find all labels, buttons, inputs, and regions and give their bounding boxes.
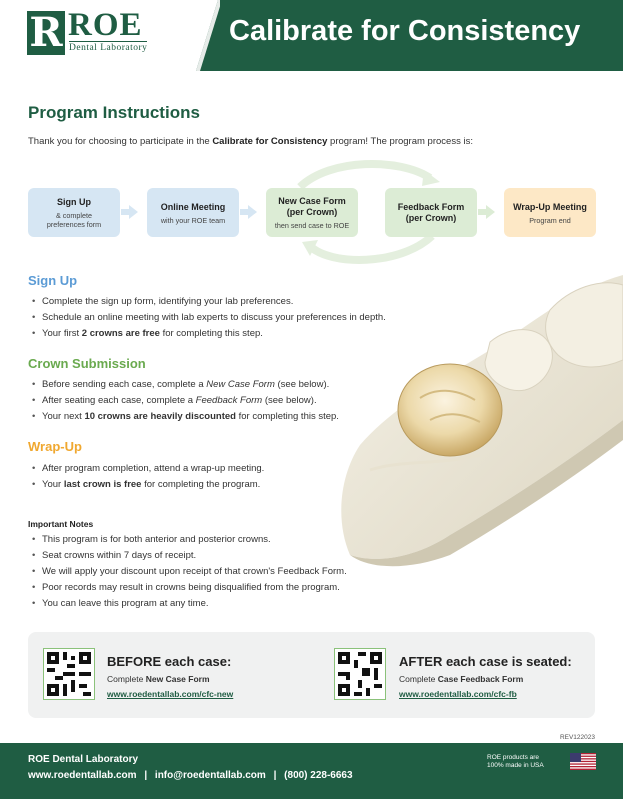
list-item: • Complete the sign up form, identifying your lab preferences. — [32, 295, 386, 311]
bullet-text: for completing this step. — [159, 328, 263, 339]
footer-separator: | — [273, 770, 277, 781]
flow-arrow-stem — [478, 209, 486, 215]
list-item: • You can leave this program at any time. — [32, 597, 347, 613]
intro-text-pre: Thank you for choosing to participate in the — [28, 136, 213, 147]
bullet-text: for completing the program. — [141, 479, 261, 490]
page-title: Calibrate for Consistency — [229, 15, 581, 47]
bullet-text: Your — [42, 479, 64, 490]
intro-text-post: program! The program process is: — [327, 136, 473, 147]
flow-arrow-stem — [121, 209, 129, 215]
bullet-text: (see below). — [262, 395, 317, 406]
crown-submission-list — [32, 378, 339, 426]
footer-separator: | — [144, 770, 148, 781]
flow-arrow-icon — [129, 205, 138, 219]
list-item — [32, 378, 339, 394]
footer-email-link[interactable]: info@roedentallab.com — [154, 770, 266, 781]
wrap-up-list — [32, 462, 264, 494]
intro-program-name: Calibrate for Consistency — [212, 136, 328, 147]
flow-step-online-meeting — [147, 188, 239, 237]
flow-step-wrap-up — [504, 188, 596, 237]
list-item — [32, 478, 264, 494]
list-item: • Poor records may result in crowns being disqualified from the program. — [32, 581, 347, 597]
bullet-emphasis: New Case Form — [206, 379, 275, 390]
list-item — [32, 327, 386, 343]
bullet-bold: last crown is free — [63, 479, 142, 490]
revision-code: REV122023 — [559, 734, 595, 741]
list-item — [32, 394, 339, 410]
bullet-emphasis: Feedback Form — [195, 395, 263, 406]
bullet-text: (see below). — [274, 379, 330, 390]
flow-step-feedback-form — [385, 188, 477, 237]
flow-step-title: New Case Form (per Crown) — [278, 196, 346, 217]
bullet-text: for completing this step. — [235, 411, 339, 422]
list-item: • Schedule an online meeting with lab experts to discuss your preferences in depth. — [32, 311, 386, 327]
flow-step-title: Wrap-Up Meeting — [513, 202, 587, 212]
flow-arrow-icon — [486, 205, 495, 219]
list-item: • This program is for both anterior and posterior crowns. — [32, 533, 347, 549]
bullet-text: Your next — [42, 411, 85, 422]
form-name: Case Feedback Form — [437, 674, 524, 684]
flow-step-title: Sign Up — [57, 197, 91, 207]
footer-contact — [28, 770, 353, 781]
important-notes-list — [32, 533, 347, 613]
logo-subtitle: Dental Laboratory — [69, 43, 148, 53]
bullet-text: Before sending each case, complete a — [42, 379, 207, 390]
form-name: New Case Form — [145, 674, 210, 684]
program-heading: Program Instructions — [28, 103, 200, 122]
flow-step-new-case-form — [266, 188, 358, 237]
before-case-instruction — [107, 674, 210, 684]
list-item — [32, 410, 339, 426]
wrap-up-heading: Wrap-Up — [28, 439, 82, 454]
important-notes-heading: Important Notes — [28, 519, 94, 529]
flow-step-title: Feedback Form (per Crown) — [397, 202, 465, 223]
crown-submission-heading: Crown Submission — [28, 356, 146, 371]
bullet-bold: 10 crowns are heavily discounted — [84, 411, 236, 422]
feedback-form-link[interactable]: www.roedentallab.com/cfc-fb — [399, 689, 517, 699]
flow-step-subtitle: then send case to ROE — [274, 221, 350, 230]
footer-bar — [0, 743, 623, 799]
flow-arrow-icon — [248, 205, 257, 219]
list-item: • We will apply your discount upon receipt of that crown's Feedback Form. — [32, 565, 347, 581]
instruction-text: Complete — [107, 674, 146, 684]
bullet-text: Your first — [42, 328, 82, 339]
flow-step-subtitle: & complete preferences form — [46, 211, 102, 229]
flow-step-sign-up — [28, 188, 120, 237]
footer-website-link[interactable]: www.roedentallab.com — [28, 770, 137, 781]
flow-arrow-stem — [240, 209, 248, 215]
footer-phone[interactable]: (800) 228-6663 — [284, 770, 353, 781]
list-item: • Seat crowns within 7 days of receipt. — [32, 549, 347, 565]
before-case-title: BEFORE each case: — [107, 654, 232, 669]
made-in-usa-note: ROE products are 100% made in USA — [487, 754, 544, 769]
new-case-form-link[interactable]: www.roedentallab.com/cfc-new — [107, 689, 234, 699]
after-case-instruction — [399, 674, 523, 684]
bullet-bold: 2 crowns are free — [81, 328, 160, 339]
sign-up-heading: Sign Up — [28, 273, 78, 288]
sign-up-list — [32, 295, 386, 343]
logo-text[interactable]: ROE — [68, 7, 143, 43]
flow-loop-arrows — [0, 0, 623, 280]
after-case-title: AFTER each case is seated: — [399, 654, 572, 669]
flow-step-subtitle: Program end — [529, 216, 571, 225]
flow-step-title: Online Meeting — [160, 202, 226, 212]
list-item: • After program completion, attend a wrap-up meeting. — [32, 462, 264, 478]
bullet-text: After seating each case, complete a — [42, 395, 196, 406]
footer-company-name: ROE Dental Laboratory — [28, 754, 139, 765]
qr-code-feedback-icon[interactable] — [334, 648, 386, 700]
qr-code-new-case-icon[interactable] — [43, 648, 95, 700]
flow-step-subtitle: with your ROE team — [160, 216, 226, 225]
instruction-text: Complete — [399, 674, 438, 684]
logo-mark[interactable]: R — [27, 11, 65, 55]
us-flag-icon — [570, 753, 596, 770]
